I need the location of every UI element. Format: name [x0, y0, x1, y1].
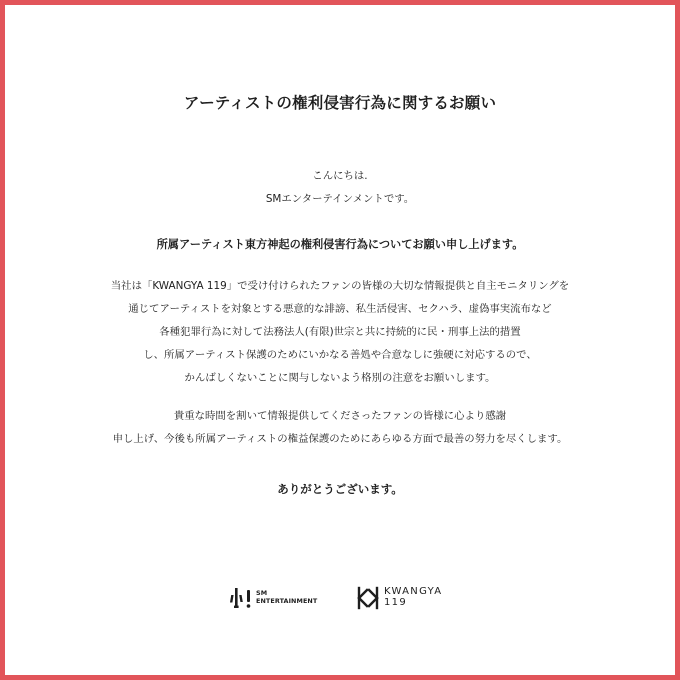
body-line: 各種犯罪行為に対して法務法人(有限)世宗と共に持続的に民・刑事上法的措置	[159, 326, 521, 338]
sm-wordmark	[256, 589, 317, 605]
greeting-line: こんにちは.	[312, 170, 368, 182]
footer-logos	[5, 580, 675, 616]
body-line: 通じてアーティストを対象とする悪意的な誹謗、私生活侵害、セクハラ、虚偽事実流布など	[128, 303, 552, 315]
notice-heading	[5, 233, 675, 256]
body-line: 当社は「KWANGYA 119」で受け付けられたファンの皆様の大切な情報提供と自主モニタリングを	[110, 280, 570, 292]
body-line: かんばしくないことに関与しないよう格別の注意をお願いします。	[184, 372, 496, 384]
kwangya-wordmark	[384, 586, 442, 608]
kwangya-wordmark-line1: KWANGYA	[384, 586, 443, 597]
closing-text: ありがとうございます。	[277, 482, 403, 496]
notice-body	[5, 275, 675, 390]
greeting	[5, 165, 675, 211]
kwangya-k-logo-icon	[355, 585, 381, 611]
thanks-line: 貴重な時間を割いて情報提供してくださったファンの皆様に心より感謝	[173, 410, 507, 422]
sm-wordmark-line2: ENTERTAINMENT	[256, 597, 318, 605]
sm-wordmark-line1: SM	[256, 589, 268, 597]
notice-title: アーティストの権利侵害行為に関するお願い	[183, 94, 497, 112]
thanks-paragraph	[5, 405, 675, 451]
thanks-line: 申し上げ、今後も所属アーティストの権益保護のためにあらゆる方面で最善の努力を尽くします。	[112, 433, 568, 445]
kwangya-wordmark-line2: 119	[384, 597, 407, 608]
greeting-line: SMエンターテインメントです。	[265, 193, 415, 205]
heading-line: 所属アーティスト東方神起の権利侵害行為についてお願い申し上げます。	[156, 238, 524, 251]
notice-card	[5, 5, 675, 675]
sm-entertainment-logo-icon	[229, 586, 253, 610]
body-line: し、所属アーティスト保護のためにいかなる善処や合意なしに強硬に対応するので、	[143, 349, 537, 361]
